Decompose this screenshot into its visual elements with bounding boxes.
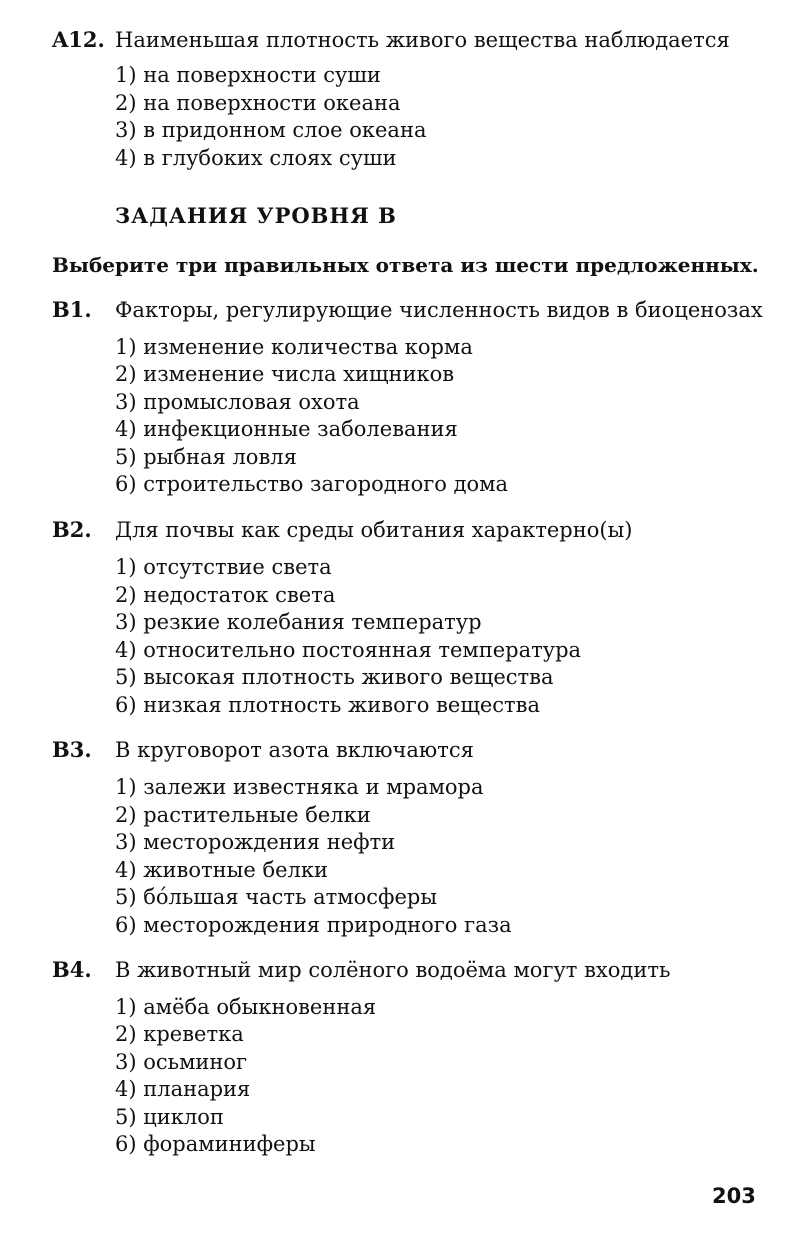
answer-option: 3) промысловая охота xyxy=(115,390,360,414)
answer-option: 3) резкие колебания температур xyxy=(115,610,482,634)
answer-option: 5) рыбная ловля xyxy=(115,445,297,469)
answer-option: 1) амёба обыкновенная xyxy=(115,995,377,1019)
answer-option: 3) в придонном слое океана xyxy=(115,118,427,142)
question-text: В круговорот азота включаются xyxy=(115,738,474,762)
answer-option: 1) на поверхности суши xyxy=(115,63,381,87)
answer-option: 1) отсутствие света xyxy=(115,555,332,579)
answer-option: 6) месторождения природного газа xyxy=(115,913,512,937)
answer-option: 6) строительство загородного дома xyxy=(115,472,509,496)
answer-option: 1) залежи известняка и мрамора xyxy=(115,775,484,799)
section-title: ЗАДАНИЯ УРОВНЯ В xyxy=(115,203,397,228)
answer-option: 2) растительные белки xyxy=(115,803,371,827)
answer-option: 3) осьминог xyxy=(115,1050,248,1074)
answer-option: 6) фораминиферы xyxy=(115,1132,316,1156)
answer-option: 5) циклоп xyxy=(115,1105,224,1129)
answer-option: 6) низкая плотность живого вещества xyxy=(115,693,540,717)
question-number: B1. xyxy=(52,297,92,322)
answer-option: 2) креветка xyxy=(115,1022,244,1046)
answer-option: 1) изменение количества корма xyxy=(115,335,473,359)
answer-option: 2) недостаток света xyxy=(115,583,336,607)
question-text: Наименьшая плотность живого вещества наблюдается xyxy=(115,28,730,52)
answer-option: 5) высокая плотность живого вещества xyxy=(115,665,554,689)
question-number: B2. xyxy=(52,517,92,542)
answer-option: 5) бо́льшая часть атмосферы xyxy=(115,885,438,909)
answer-option: 4) в глубоких слоях суши xyxy=(115,146,397,170)
answer-option: 4) инфекционные заболевания xyxy=(115,417,458,441)
question-number: B3. xyxy=(52,737,92,762)
question-number: B4. xyxy=(52,957,92,982)
question-number: A12. xyxy=(52,27,105,52)
question-text: Факторы, регулирующие численность видов в биоценозах xyxy=(115,298,763,322)
instruction-text: Выберите три правильных ответа из шести предложенных. xyxy=(52,253,759,277)
answer-option: 2) изменение числа хищников xyxy=(115,362,455,386)
answer-option: 4) животные белки xyxy=(115,858,328,882)
page-number: 203 xyxy=(712,1184,756,1208)
answer-option: 4) планария xyxy=(115,1077,251,1101)
question-text: В животный мир солёного водоёма могут входить xyxy=(115,958,671,982)
answer-option: 3) месторождения нефти xyxy=(115,830,396,854)
answer-option: 4) относительно постоянная температура xyxy=(115,638,582,662)
answer-option: 2) на поверхности океана xyxy=(115,91,401,115)
question-text: Для почвы как среды обитания характерно(ы) xyxy=(115,518,633,542)
